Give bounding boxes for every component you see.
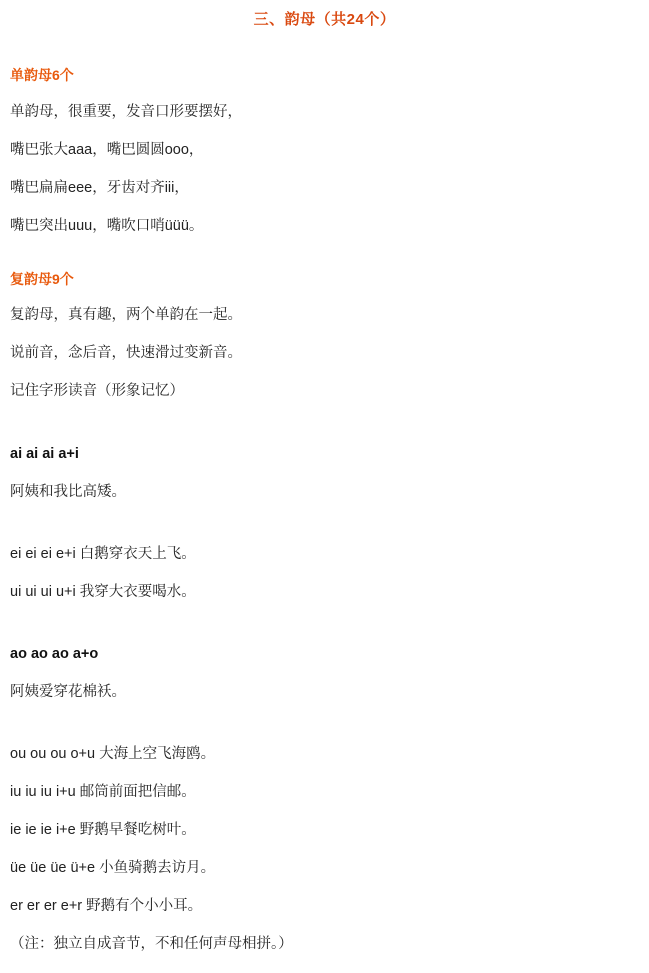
text-line: 说前音，念后音，快速滑过变新音。 bbox=[10, 345, 242, 361]
text-line: 嘴巴张大aaa，嘴巴圆圆ooo， bbox=[10, 142, 204, 158]
text-line: ei ei ei e+i 白鹅穿衣天上飞。 bbox=[10, 546, 196, 562]
paragraph-line bbox=[10, 546, 196, 563]
text-line: ui ui ui u+i 我穿大衣要喝水。 bbox=[10, 584, 196, 600]
paragraph-line bbox=[10, 684, 126, 701]
paragraph-line bbox=[10, 180, 189, 197]
text-line: 记住字形读音（形象记忆） bbox=[10, 383, 184, 399]
paragraph-line bbox=[10, 784, 196, 801]
rhyme-group-title bbox=[10, 446, 79, 463]
paragraph-line bbox=[10, 383, 184, 400]
paragraph-line bbox=[10, 584, 196, 601]
text-line: 阿姨和我比高矮。 bbox=[10, 484, 126, 500]
section-heading-text: 单韵母6个 bbox=[10, 67, 74, 83]
text-line: er er er e+r 野鹅有个小小耳。 bbox=[10, 898, 203, 914]
section-heading-single-finals bbox=[10, 65, 74, 85]
text-line: 阿姨爱穿花棉袄。 bbox=[10, 684, 126, 700]
text-line: ie ie ie i+e 野鹅早餐吃树叶。 bbox=[10, 822, 196, 838]
paragraph-line bbox=[10, 307, 242, 324]
page-title: 三、韵母（共24个） bbox=[253, 11, 396, 28]
paragraph-line bbox=[10, 218, 203, 235]
section-heading-compound-finals bbox=[10, 269, 74, 289]
paragraph-line bbox=[10, 345, 242, 362]
text-line: 嘴巴扁扁eee，牙齿对齐iii， bbox=[10, 180, 189, 196]
text-line: üe üe üe ü+e 小鱼骑鹅去访月。 bbox=[10, 860, 216, 876]
text-line: iu iu iu i+u 邮筒前面把信邮。 bbox=[10, 784, 196, 800]
text-line: 复韵母，真有趣，两个单韵在一起。 bbox=[10, 307, 242, 323]
document-page bbox=[0, 8, 649, 973]
paragraph-line bbox=[10, 860, 215, 877]
paragraph-line bbox=[10, 746, 215, 763]
paragraph-line bbox=[10, 484, 126, 501]
paragraph-line bbox=[10, 142, 203, 159]
section-heading-text: 复韵母9个 bbox=[10, 271, 74, 287]
paragraph-line bbox=[10, 898, 202, 915]
paragraph-line bbox=[10, 822, 196, 839]
rhyme-title-text: ao ao ao a+o bbox=[10, 646, 99, 662]
paragraph-line bbox=[10, 104, 242, 121]
text-line: ou ou ou o+u 大海上空飞海鸥。 bbox=[10, 746, 216, 762]
text-line: 单韵母，很重要，发音口形要摆好， bbox=[10, 104, 242, 120]
text-line: （注：独立自成音节，不和任何声母相拼。） bbox=[10, 936, 293, 952]
rhyme-group-title bbox=[10, 646, 98, 663]
text-line: 嘴巴突出uuu，嘴吹口哨üüü。 bbox=[10, 218, 204, 234]
paragraph-note bbox=[10, 936, 293, 953]
rhyme-title-text: ai ai ai a+i bbox=[10, 446, 79, 462]
